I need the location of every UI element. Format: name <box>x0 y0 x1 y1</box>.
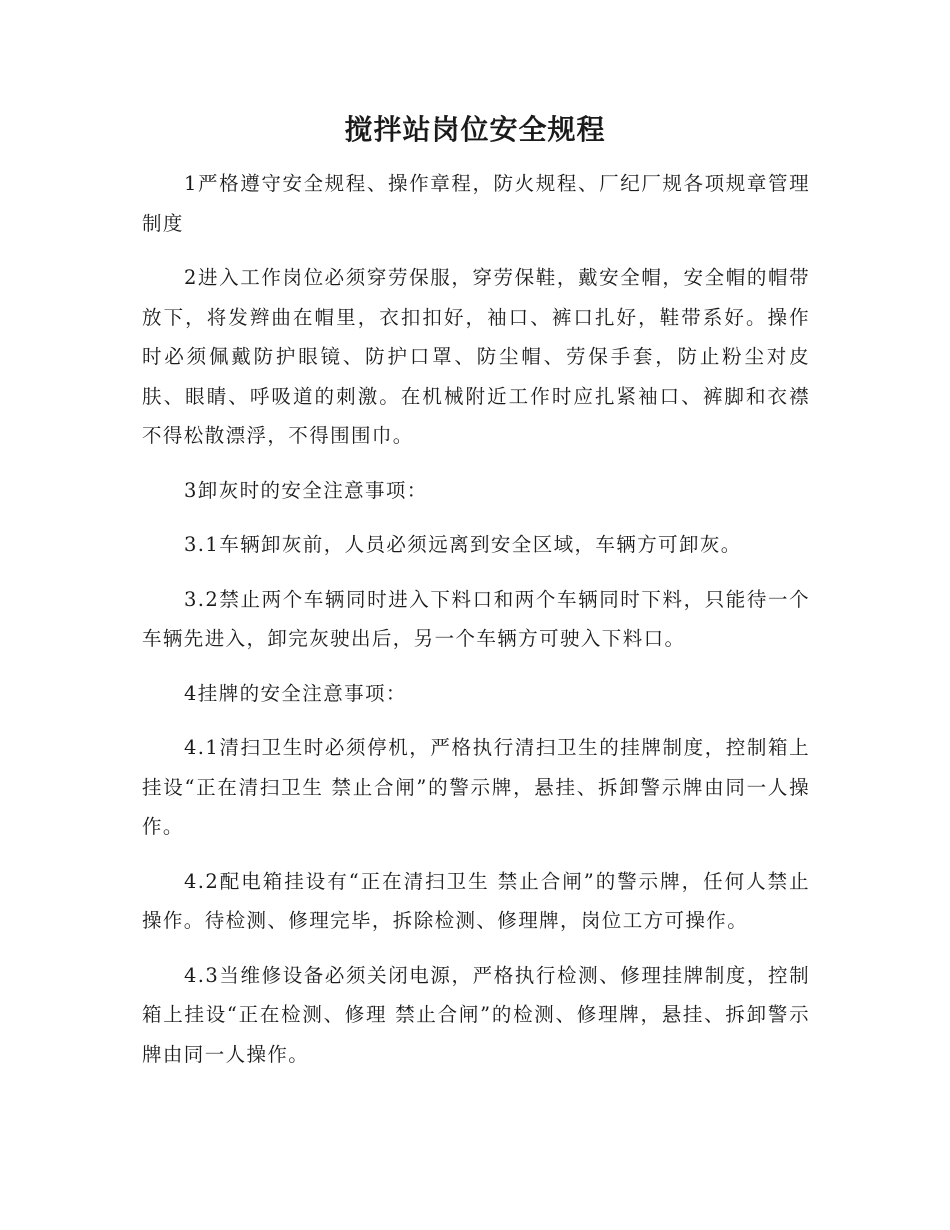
paragraph-4-3: 4.3当维修设备必须关闭电源，严格执行检测、修理挂牌制度，控制箱上挂设“正在检测、修理 禁止合闸”的检测、修理牌，悬挂、拆卸警示牌由同一人操作。 <box>142 963 810 1066</box>
paragraph-2: 2进入工作岗位必须穿劳保服，穿劳保鞋，戴安全帽，安全帽的帽带放下，将发辫曲在帽里，衣扣扣好，袖口、裤口扎好，鞋带系好。操作时必须佩戴防护眼镜、防护口罩、防尘帽、劳保手套，防止粉尘对皮肤、眼睛、呼吸道的刺激。在机械附近工作时应扎紧袖口、裤脚和衣襟不得松散漂浮，不得围围巾。 <box>142 266 810 447</box>
document-body <box>142 164 810 1089</box>
paragraph-1: 1严格遵守安全规程、操作章程，防火规程、厂纪厂规各项规章管理制度 <box>142 172 810 235</box>
paragraph-3: 3卸灰时的安全注意事项： <box>184 478 428 502</box>
paragraph-4-2: 4.2配电箱挂设有“正在清扫卫生 禁止合闸”的警示牌，任何人禁止操作。待检测、修理完毕，拆除检测、修理牌，岗位工方可操作。 <box>142 869 810 932</box>
paragraph-3-1: 3.1车辆卸灰前，人员必须远离到安全区域，车辆方可卸灰。 <box>184 533 742 556</box>
document-title: 搅拌站岗位安全规程 <box>344 113 606 146</box>
paragraph-4: 4挂牌的安全注意事项： <box>184 681 407 705</box>
paragraph-3-2: 3.2禁止两个车辆同时进入下料口和两个车辆同时下料，只能待一个车辆先进入，卸完灰驶出后，另一个车辆方可驶入下料口。 <box>142 587 810 650</box>
paragraph-4-1: 4.1清扫卫生时必须停机，严格执行清扫卫生的挂牌制度，控制箱上挂设“正在清扫卫生 禁止合闸”的警示牌，悬挂、拆卸警示牌由同一人操作。 <box>142 736 810 838</box>
